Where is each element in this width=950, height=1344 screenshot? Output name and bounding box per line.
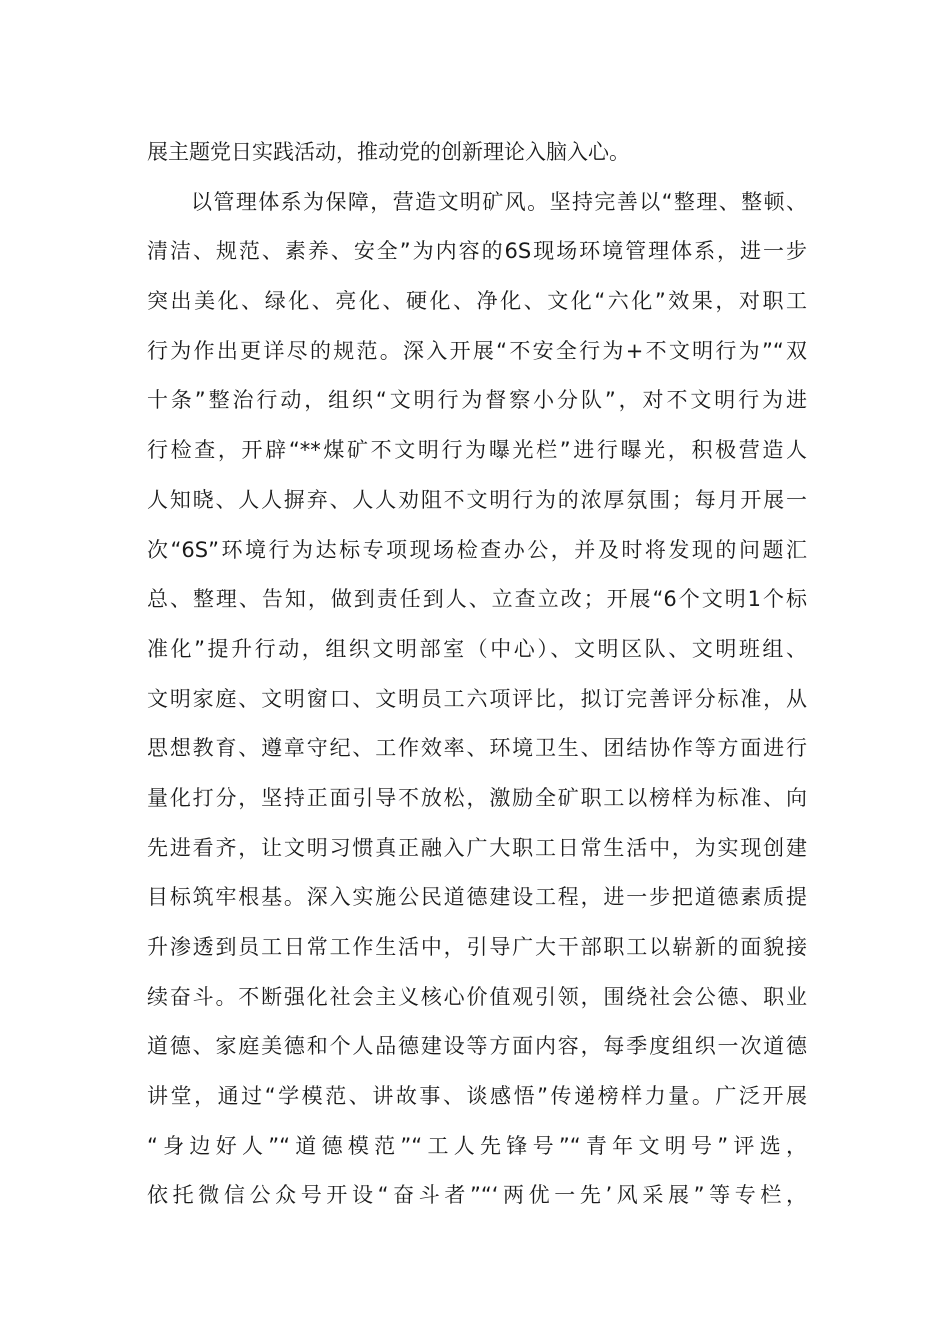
text-line: 以管理体系为保障，营造文明矿风。坚持完善以“整理、整顿、	[191, 189, 807, 214]
text-line: 展主题党日实践活动，推动党的创新理论入脑入心。	[147, 140, 630, 164]
text-line: 道德、家庭美德和个人品德建设等方面内容，每季度组织一次道德	[147, 1034, 807, 1059]
text-line: 文明家庭、文明窗口、文明员工六项评比，拟订完善评分标准，从	[147, 686, 807, 711]
text-line: 目标筑牢根基。深入实施公民道德建设工程，进一步把道德素质提	[147, 885, 807, 910]
text-line: 升渗透到员工日常工作生活中，引导广大干部职工以崭新的面貌接	[147, 935, 807, 959]
text-line: 总、整理、告知，做到责任到人、立查立改；开展“6个文明1个标	[147, 587, 807, 612]
text-line: 人知晓、人人摒弃、人人劝阻不文明行为的浓厚氛围；每月开展一	[147, 487, 807, 512]
text-line: 思想教育、遵章守纪、工作效率、环境卫生、团结协作等方面进行	[147, 736, 807, 761]
text-line: 准化”提升行动，组织文明部室（中心）、文明区队、文明班组、	[147, 636, 807, 661]
text-line: 讲堂，通过“学模范、讲故事、谈感悟”传递榜样力量。广泛开展	[147, 1084, 807, 1109]
text-line: 次“6S”环境行为达标专项现场检查办公，并及时将发现的问题汇	[147, 537, 807, 562]
text-line: 突出美化、绿化、亮化、硬化、净化、文化“六化”效果，对职工	[147, 289, 807, 314]
text-line: “身边好人”“道德模范”“工人先锋号”“青年文明号”评选，	[147, 1133, 807, 1158]
body-text	[147, 128, 807, 1221]
text-line: 先进看齐，让文明习惯真正融入广大职工日常生活中，为实现创建	[147, 835, 807, 860]
text-line: 行检查，开辟“**煤矿不文明行为曝光栏”进行曝光，积极营造人	[147, 438, 807, 463]
text-line: 量化打分，坚持正面引导不放松，激励全矿职工以榜样为标准、向	[147, 785, 807, 810]
text-line: 依托微信公众号开设“奋斗者”“‘两优一先’风采展”等专栏，	[147, 1183, 807, 1208]
text-line: 清洁、规范、素养、安全”为内容的6S现场环境管理体系，进一步	[147, 239, 807, 264]
text-line: 十条”整治行动，组织“文明行为督察小分队”，对不文明行为进	[147, 388, 807, 413]
text-line: 续奋斗。不断强化社会主义核心价值观引领，围绕社会公德、职业	[147, 984, 807, 1009]
text-line: 行为作出更详尽的规范。深入开展“不安全行为+不文明行为”“双	[147, 338, 807, 363]
